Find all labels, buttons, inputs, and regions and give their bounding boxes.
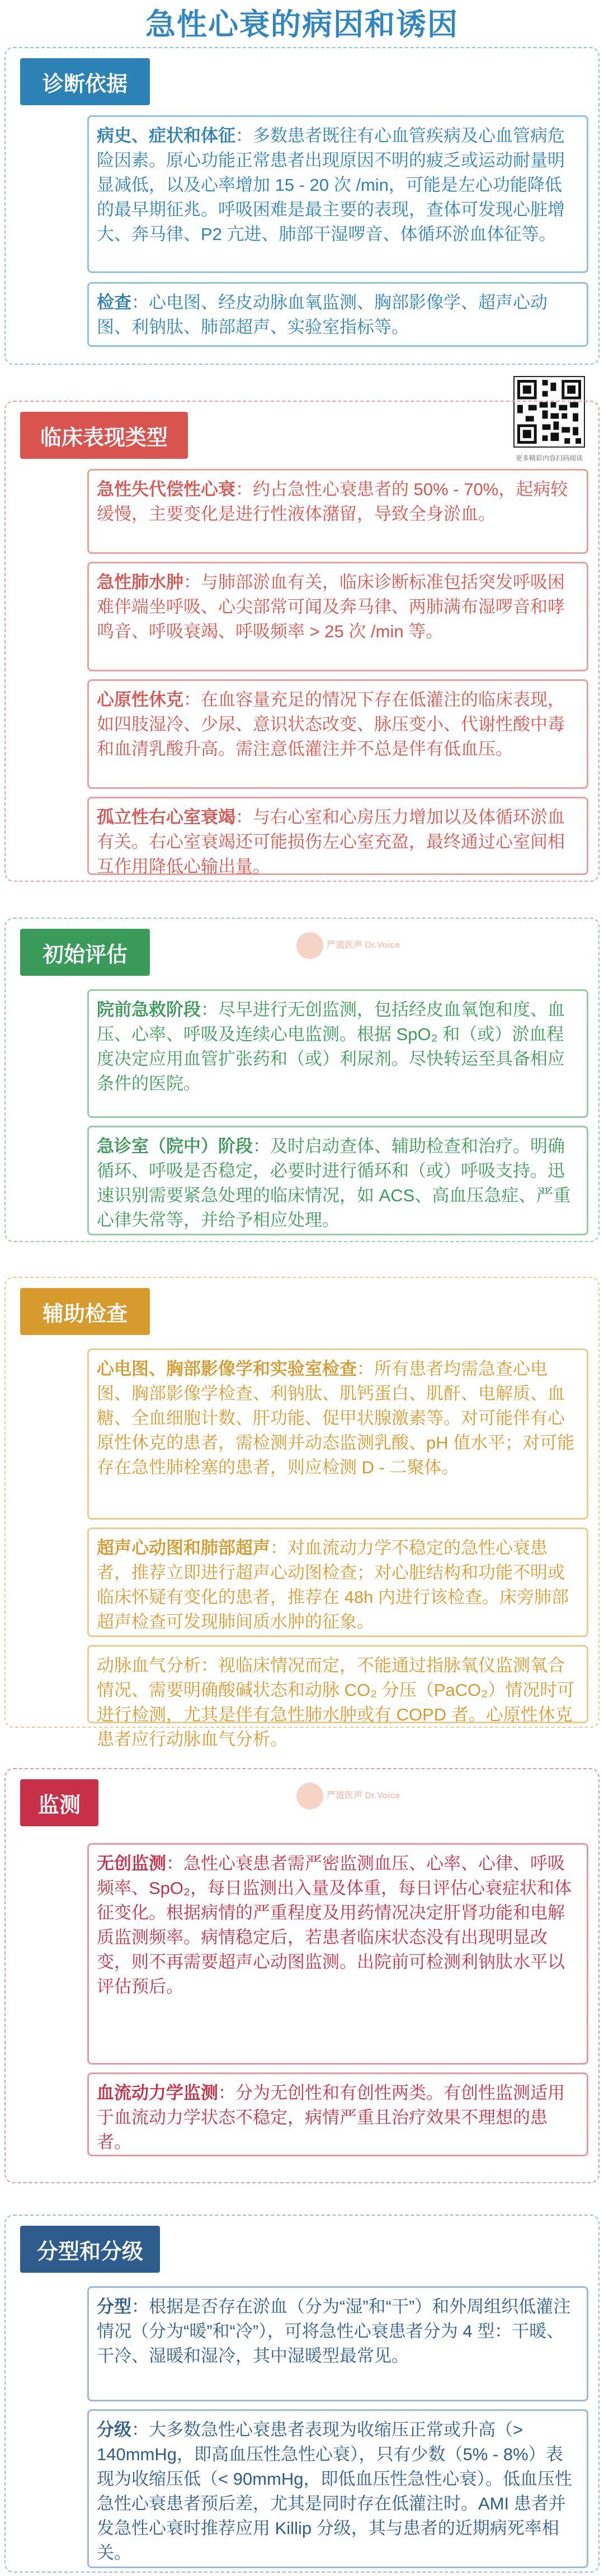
card-types (87, 2286, 588, 2401)
qr-caption: 更多精彩内容扫码阅读 (515, 454, 583, 462)
card-emergency-room (87, 1126, 588, 1235)
card-body: ：与肺部淤血有关，临床诊断标准包括突发呼吸困难伴端坐呼吸、心尖部常可闻及奔马律、两肺满布湿啰音和哮鸣音、呼吸衰竭、呼吸频率 > 25 次 /min 等。 (97, 572, 565, 641)
watermark-logo-icon (296, 932, 323, 959)
card-title: 心原性休克 (97, 690, 183, 709)
card-title: 分级 (97, 2420, 131, 2439)
card-acute-pulmonary-edema (87, 562, 588, 671)
section-tag-initial: 初始评估 (20, 929, 150, 976)
card-history-symptoms (87, 115, 588, 273)
card-arterial-blood-gas (87, 1645, 588, 1749)
card-title: 急性肺水肿 (97, 572, 183, 592)
section-tag-clinical: 临床表现类型 (20, 412, 188, 459)
section-classification (4, 2215, 600, 2573)
card-body: ：心电图、经皮动脉血氧监测、胸部影像学、超声心动图、利钠肽、肺部超声、实验室指标等。 (97, 293, 548, 337)
page-title: 急性心衰的病因和诱因 (145, 8, 459, 41)
watermark-text: 严道医声 (327, 1791, 363, 1801)
card-acute-decompensated (87, 469, 588, 554)
card-prehospital (87, 989, 588, 1118)
section-tag-diagnosis: 诊断依据 (20, 58, 150, 105)
card-body: ：急性心衰患者需严密监测血压、心率、心律、呼吸频率、SpO₂，每日监测出入量及体重，每日评估心衰症状和体征变化。根据病情的严重程度及用药情况决定肝肾功能和电解质监测频率。病情稳定后，若患者临床状态没有出现明显改变，则不再需要超声心动图监测。出院前可检测利钠肽水平以评估预后。 (97, 1854, 572, 1996)
card-hemodynamic-monitoring (87, 2072, 588, 2156)
card-body: ：对血流动力学不稳定的急性心衰患者，推荐立即进行超声心动图检查；对心脏结构和功能不明或临床怀疑有变化的患者，推荐在 48h 内进行该检查。床旁肺部超声检查可发现肺间质水肿的征象。 (97, 1538, 569, 1632)
section-diagnosis (4, 47, 600, 365)
card-body: ：与右心室和心房压力增加以及体循环淤血有关。右心室衰竭还可能损伤左心室充盈，最终通过心室间相互作用降低心输出量。 (97, 807, 565, 876)
card-body: ：所有患者均需急查心电图、胸部影像学检查、利钠肽、肌钙蛋白、肌酐、电解质、血糖、全血细胞计数、肝功能、促甲状腺激素等。对可能伴有心原性休克的患者，需检测并动态监测乳酸、pH 值水平；对可能存在急性肺栓塞的患者，则应检测 D - 二聚体。 (97, 1359, 575, 1477)
watermark-logo-icon (296, 1783, 323, 1809)
card-cardiogenic-shock (87, 679, 588, 789)
card-body: ：多数患者既往有心血管疾病及心血管病危险因素。原心功能正常患者出现原因不明的疲乏或运动耐量明显减低，以及心率增加 15 - 20 次 /min，可能是左心功能降低的最早期征兆。呼吸困难是最主要的表现，查体可发现心脏增大、奔马律、P2 亢进、肺部干湿啰音、体循环淤血体征等。 (97, 126, 565, 244)
watermark (296, 932, 400, 959)
card-title: 无创监测 (97, 1854, 166, 1873)
section-initial (4, 918, 600, 1242)
card-title: 超声心动图和肺部超声 (97, 1538, 270, 1558)
card-title: 检查 (97, 293, 131, 312)
section-monitoring (4, 1768, 600, 2183)
watermark-text: 严道医声 (327, 941, 363, 951)
card-title: 急诊室（院中）阶段 (97, 1136, 253, 1156)
card-body: 动脉血气分析：视临床情况而定，不能通过指脉氧仪监测氧合情况、需要明确酸碱状态和动脉 CO₂ 分压（PaCO₂）情况时可进行检测，尤其是伴有急性肺水肿或有 COPD 者。心原性休克患者应行动脉血气分析。 (97, 1656, 575, 1749)
card-title: 病史、症状和体征 (97, 126, 235, 145)
card-echo-lung-ultrasound (87, 1527, 588, 1637)
card-title: 分型 (97, 2297, 131, 2316)
watermark-text-en: Dr.Voice (365, 1791, 400, 1801)
watermark (296, 1783, 400, 1809)
section-clinical (4, 401, 600, 882)
card-title: 急性失代偿性心衰 (97, 480, 235, 499)
card-title: 心电图、胸部影像学和实验室检查 (97, 1359, 357, 1379)
card-body: ：在血容量充足的情况下存在低灌注的临床表现，如四肢湿冷、少尿、意识状态改变、脉压变小、代谢性酸中毒和血清乳酸升高。需注意低灌注并不总是伴有低血压。 (97, 690, 565, 759)
card-isolated-rv-failure (87, 797, 588, 875)
card-title: 孤立性右心室衰竭 (97, 807, 235, 827)
card-body: ：尽早进行无创监测，包括经皮血氧饱和度、血压、心率、呼吸及连续心电监测。根据 SpO₂ 和（或）淤血程度决定应用血管扩张药和（或）利尿剂。尽快转运至具备相应条件的医院。 (97, 1000, 565, 1093)
section-auxiliary (4, 1277, 600, 1749)
card-body: ：根据是否存在淤血（分为“湿”和“干”）和外周组织低灌注情况（分为“暖”和“冷”），可将急性心衰患者分为 4 型：干暖、干冷、湿暖和湿冷，其中湿暖型最常见。 (97, 2297, 571, 2366)
card-grades (87, 2409, 588, 2568)
card-noninvasive-monitoring (87, 1843, 588, 2065)
card-title: 院前急救阶段 (97, 1000, 201, 1019)
card-body: ：及时启动查体、辅助检查和治疗。明确循环、呼吸是否稳定，必要时进行循环和（或）呼吸支持。迅速识别需要紧急处理的临床情况，如 ACS、高血压急症、严重心律失常等，并给予相应处理。 (97, 1136, 571, 1230)
card-ecg-imaging-lab (87, 1348, 588, 1520)
card-examinations (87, 282, 588, 347)
card-body: ：约占急性心衰患者的 50% - 70%，起病较缓慢，主要变化是进行性液体潴留，导致全身淤血。 (97, 480, 568, 524)
card-body: ：分为无创性和有创性两类。有创性监测适用于血流动力学状态不稳定，病情严重且治疗效果不理想的患者。 (97, 2083, 565, 2152)
section-tag-auxiliary: 辅助检查 (20, 1288, 150, 1335)
section-tag-monitoring: 监测 (20, 1779, 98, 1826)
watermark-text-en: Dr.Voice (365, 941, 400, 951)
card-body: ：大多数急性心衰患者表现为收缩压正常或升高（> 140mmHg，即高血压性急性心衰），只有少数（5% - 8%）表现为收缩压低（< 90mmHg，即低血压性急性心衰）。低血压性急性心衰患者预后差，尤其是同时存在低灌注时。AMI 患者并发急性心衰时推荐应用 Killip 分级，其与患者的近期病死率相关。 (97, 2420, 572, 2563)
card-title: 血流动力学监测 (97, 2083, 218, 2103)
section-tag-classification: 分型和分级 (20, 2226, 160, 2273)
